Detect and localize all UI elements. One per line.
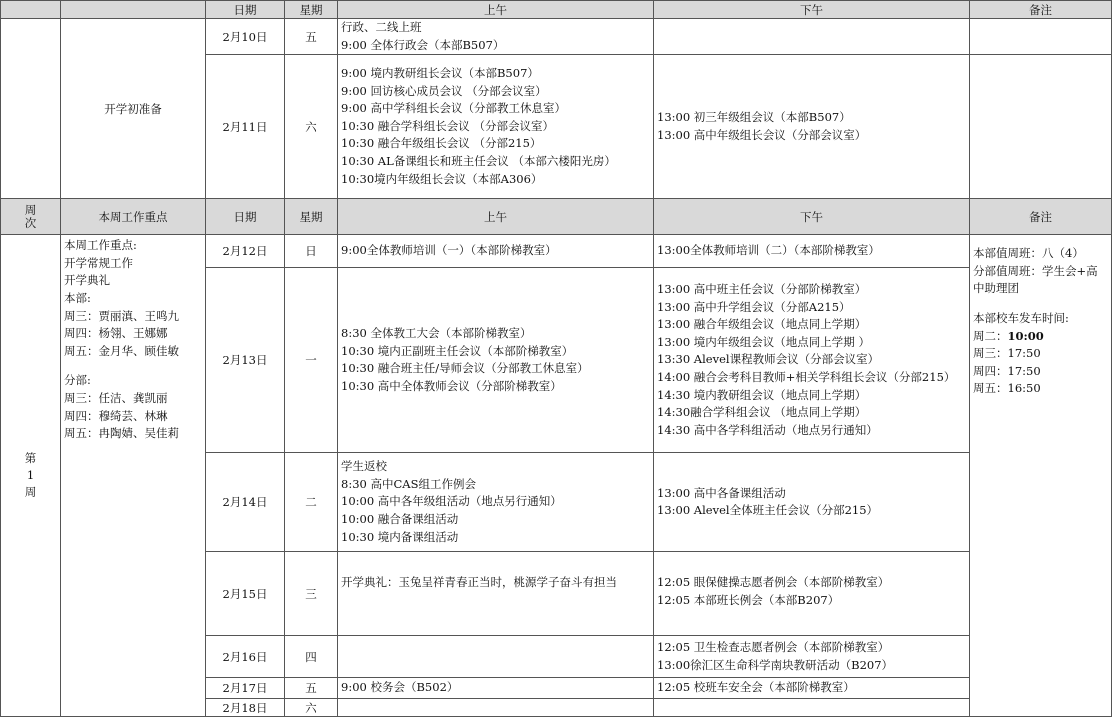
week1-date-2: 2月14日 bbox=[206, 453, 285, 552]
cell-line: 10:30 融合年级组长会议 （分部215） bbox=[341, 136, 542, 151]
cell-line: 9:00 回访核心成员会议 （分部会议室） bbox=[341, 83, 547, 98]
bus-day: 周四： bbox=[973, 363, 1008, 378]
prep-date-1: 2月11日 bbox=[206, 55, 285, 199]
week1-afternoon-1 bbox=[654, 268, 970, 453]
week1-weekday-6: 六 bbox=[285, 699, 338, 717]
week1-focus bbox=[61, 235, 206, 717]
cell-line: 13:30 Alevel课程教师会议（分部会议室） bbox=[657, 352, 880, 367]
week1-row-0 bbox=[1, 235, 1112, 268]
cell-line: 10:00 高中各年级组活动（地点另行通知） bbox=[341, 494, 562, 509]
week-header-afternoon: 下午 bbox=[654, 199, 970, 235]
cell-line: 9:00 高中学科组长会议（分部教工休息室） bbox=[341, 101, 566, 116]
cell-line: 10:00 融合备课组活动 bbox=[341, 511, 459, 526]
week-header-morning: 上午 bbox=[338, 199, 654, 235]
cell-line: 13:00 境内年级组会议（地点同上学期 ） bbox=[657, 334, 870, 349]
cell-line bbox=[64, 360, 202, 372]
cell-line: 9:00 境内教研组长会议（本部B507） bbox=[341, 66, 539, 81]
prep-week-cell bbox=[1, 19, 61, 199]
prep-weekday-1: 六 bbox=[285, 55, 338, 199]
cell-line: 周四：穆绮芸、林琳 bbox=[64, 408, 168, 423]
week1-notes bbox=[970, 235, 1112, 717]
cell-line: 本周工作重点: bbox=[64, 238, 137, 253]
cell-line: 14:00 融合会考科目教师+相关学科组长会议（分部215） bbox=[657, 369, 956, 384]
cell-line: 10:30 融合学科组长会议 （分部会议室） bbox=[341, 118, 554, 133]
week-header-notes: 备注 bbox=[970, 199, 1112, 235]
week1-afternoon-2 bbox=[654, 453, 970, 552]
bus-time: 16:50 bbox=[1007, 381, 1041, 396]
prep-morning-0 bbox=[338, 19, 654, 55]
week1-morning-5 bbox=[338, 678, 654, 699]
week-header-weekday: 星期 bbox=[285, 199, 338, 235]
header-blank-focus bbox=[61, 1, 206, 19]
week1-date-4: 2月16日 bbox=[206, 636, 285, 678]
week1-label-cell bbox=[1, 235, 61, 717]
cell-line: 10:30 融合班主任/导师会议（分部教工休息室） bbox=[341, 361, 589, 376]
header-weekday: 星期 bbox=[285, 1, 338, 19]
week1-morning-6 bbox=[338, 699, 654, 717]
bus-title: 本部校车发车时间: bbox=[973, 310, 1069, 325]
week1-weekday-5: 五 bbox=[285, 678, 338, 699]
week1-label: 第1周 bbox=[24, 451, 37, 500]
prep-focus: 开学初准备 bbox=[61, 19, 206, 199]
header-date: 日期 bbox=[206, 1, 285, 19]
top-header-row bbox=[1, 1, 1112, 19]
cell-line: 学生返校 bbox=[341, 459, 387, 474]
duty-branch: 分部值周班：学生会+高中助理团 bbox=[973, 263, 1098, 296]
cell-line: 9:00全体教师培训（一）（本部阶梯教室） bbox=[341, 243, 557, 258]
bus-time: 17:50 bbox=[1007, 363, 1041, 378]
cell-line: 13:00徐汇区生命科学南块教研活动（B207） bbox=[657, 657, 894, 672]
cell-line: 12:05 卫生检查志愿者例会（本部阶梯教室） bbox=[657, 640, 890, 655]
bus-day: 周三： bbox=[973, 346, 1008, 361]
notes-gap bbox=[973, 298, 1108, 310]
bus-time: 10:00 bbox=[1007, 328, 1044, 343]
week-header-focus: 本周工作重点 bbox=[61, 199, 206, 235]
cell-line: 13:00 高中班主任会议（分部阶梯教室） bbox=[657, 282, 867, 297]
header-morning: 上午 bbox=[338, 1, 654, 19]
week1-morning-1 bbox=[338, 268, 654, 453]
cell-line: 行政、二线上班 bbox=[341, 20, 422, 34]
cell-line: 开学常规工作 bbox=[64, 255, 133, 270]
week1-weekday-3: 三 bbox=[285, 552, 338, 636]
week1-afternoon-4 bbox=[654, 636, 970, 678]
week1-date-1: 2月13日 bbox=[206, 268, 285, 453]
cell-line: 周三：贾丽滇、王鸣九 bbox=[64, 308, 179, 323]
cell-line: 12:05 本部班长例会（本部B207） bbox=[657, 592, 840, 607]
cell-line: 13:00 Alevel全体班主任会议（分部215） bbox=[657, 503, 879, 518]
week1-morning-0 bbox=[338, 235, 654, 268]
cell-line: 13:00 融合年级组会议（地点同上学期） bbox=[657, 317, 867, 332]
cell-line: 13:00 高中各备课组活动 bbox=[657, 485, 786, 500]
prep-notes-0 bbox=[970, 19, 1112, 55]
bus-time: 17:50 bbox=[1007, 346, 1041, 361]
prep-morning-1 bbox=[338, 55, 654, 199]
week1-date-3: 2月15日 bbox=[206, 552, 285, 636]
cell-line: 13:00全体教师培训（二）（本部阶梯教室） bbox=[657, 243, 880, 258]
cell-line: 12:05 眼保健操志愿者例会（本部阶梯教室） bbox=[657, 575, 890, 590]
week1-weekday-0: 日 bbox=[285, 235, 338, 268]
cell-line: 10:30 AL备课组长和班主任会议 （本部六楼阳光房） bbox=[341, 154, 616, 169]
bus-row-2 bbox=[973, 363, 1108, 381]
week1-morning-4 bbox=[338, 636, 654, 678]
cell-line: 周五：金月华、顾佳敏 bbox=[64, 343, 179, 358]
bus-row-1 bbox=[973, 345, 1108, 363]
week-header-date: 日期 bbox=[206, 199, 285, 235]
header-afternoon: 下午 bbox=[654, 1, 970, 19]
prep-row-0 bbox=[1, 19, 1112, 55]
week-header-week bbox=[1, 199, 61, 235]
cell-line: 14:30融合学科组会议 （地点同上学期） bbox=[657, 405, 867, 420]
week-header-week-text: 周次 bbox=[24, 202, 37, 230]
cell-line: 13:00 高中年级组长会议（分部会议室） bbox=[657, 127, 867, 142]
cell-line: 14:30 高中各学科组活动（地点另行通知） bbox=[657, 422, 878, 437]
bus-day: 周五： bbox=[973, 381, 1008, 396]
cell-line: 12:05 校班车安全会（本部阶梯教室） bbox=[657, 680, 855, 695]
cell-line: 周四：杨翎、王娜娜 bbox=[64, 326, 168, 341]
prep-weekday-0: 五 bbox=[285, 19, 338, 55]
prep-afternoon-0 bbox=[654, 19, 970, 55]
cell-line: 13:00 高中升学组会议（分部A215） bbox=[657, 299, 851, 314]
header-blank-week bbox=[1, 1, 61, 19]
week1-date-5: 2月17日 bbox=[206, 678, 285, 699]
cell-line: 10:30 境内正副班主任会议（本部阶梯教室） bbox=[341, 343, 574, 358]
cell-line: 14:30 境内教研组会议（地点同上学期） bbox=[657, 387, 867, 402]
week1-afternoon-3 bbox=[654, 552, 970, 636]
prep-date-0: 2月10日 bbox=[206, 19, 285, 55]
week1-morning-3 bbox=[338, 552, 654, 636]
week1-afternoon-0 bbox=[654, 235, 970, 268]
cell-line: 10:30境内年级组长会议（本部A306） bbox=[341, 171, 543, 186]
cell-line: 8:30 全体教工大会（本部阶梯教室） bbox=[341, 326, 532, 340]
week-header-row bbox=[1, 199, 1112, 235]
cell-line: 10:30 境内备课组活动 bbox=[341, 529, 459, 544]
week1-date-0: 2月12日 bbox=[206, 235, 285, 268]
cell-line: 9:00 全体行政会（本部B507） bbox=[341, 37, 505, 52]
week1-weekday-4: 四 bbox=[285, 636, 338, 678]
cell-line: 周三：任洁、龚凯丽 bbox=[64, 390, 168, 405]
prep-afternoon-1 bbox=[654, 55, 970, 199]
cell-line: 13:00 初三年级组会议（本部B507） bbox=[657, 110, 851, 125]
cell-line: 周五：冉陶婧、吴佳莉 bbox=[64, 426, 179, 441]
bus-day: 周二： bbox=[973, 328, 1008, 343]
week1-morning-2 bbox=[338, 453, 654, 552]
cell-line: 分部: bbox=[64, 373, 91, 388]
prep-notes-1 bbox=[970, 55, 1112, 199]
cell-line: 开学典礼 bbox=[64, 273, 110, 288]
cell-line: 开学典礼：玉兔呈祥青春正当时，桃源学子奋斗有担当 bbox=[341, 575, 617, 590]
bus-row-3 bbox=[973, 380, 1108, 398]
week1-afternoon-6 bbox=[654, 699, 970, 717]
bus-row-0 bbox=[973, 328, 1108, 346]
week1-date-6: 2月18日 bbox=[206, 699, 285, 717]
cell-line: 9:00 校务会（B502） bbox=[341, 680, 459, 695]
cell-line: 10:30 高中全体教师会议（分部阶梯教室） bbox=[341, 378, 562, 393]
cell-line: 本部: bbox=[64, 290, 91, 305]
cell-line: 8:30 高中CAS组工作例会 bbox=[341, 476, 476, 491]
week1-weekday-2: 二 bbox=[285, 453, 338, 552]
week1-afternoon-5 bbox=[654, 678, 970, 699]
duty-main: 本部值周班：八（4） bbox=[973, 246, 1084, 261]
week1-weekday-1: 一 bbox=[285, 268, 338, 453]
header-notes: 备注 bbox=[970, 1, 1112, 19]
